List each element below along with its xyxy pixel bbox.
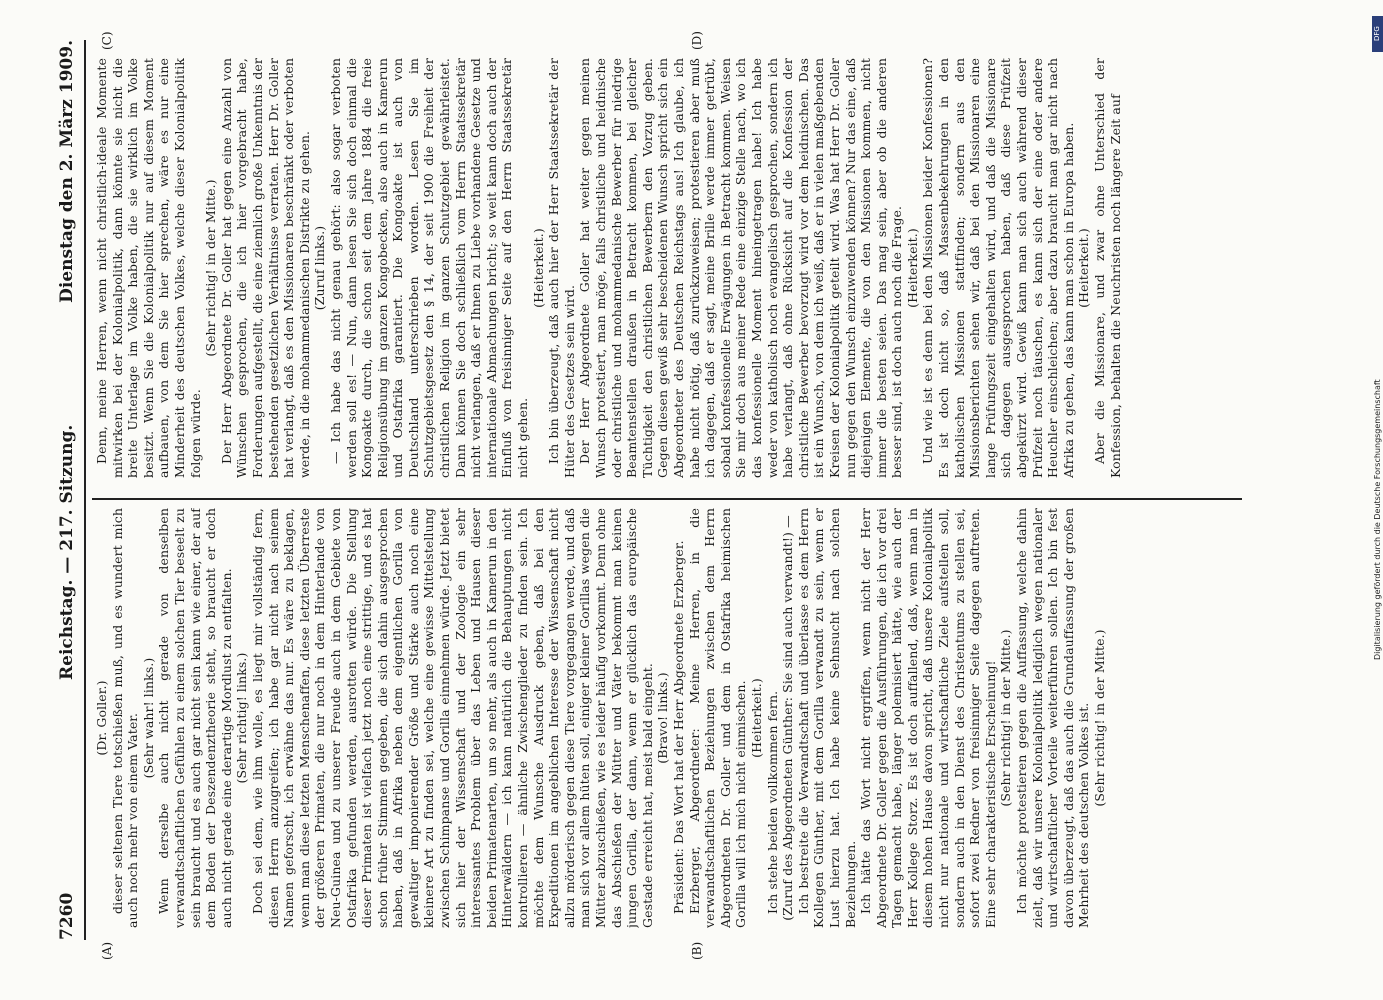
margin-mark-b: (B) xyxy=(690,941,704,960)
column-divider xyxy=(92,498,1242,500)
paragraph: Ich stehe beiden vollkommen fern. xyxy=(764,690,780,914)
interjection: (Heiterkeit.) xyxy=(1076,228,1092,308)
paragraph: Doch sei dem, wie ihm wolle, es liegt mir vollständig fern, diesen Herrn anzugreifen; ich habe gar nicht nach seinem Namen geforscht, ich erwähne das nur. Es wäre zu beklagen, wenn man diese letzten Menschenaffen, diese letzten Überreste der größeren Primaten, die nur noch in dem Hinterlande von Neu-Guinea und zu unserer Freude auch in dem Gebiete von Ostafrika gefunden werden, ausrotten würde. Die Stellung dieser Primaten ist vielfach jetzt noch eine strittige, und es hat schon früher Stimmen gegeben, die sich dahin ausgesprochen haben, daß in Afrika neben dem eigentlichen Gorilla von gewaltiger imponierender Größe und Stärke auch noch eine kleinere Art zu finden sei, welche eine gewisse Mittelstellung zwischen Schimpanse und Gorilla einnehmen würde. Jetzt bietet sich hier der Wissenschaft und der Zoologie ein sehr interessantes Problem über das Leben und Hausen dieser beiden Primatenarten, um so mehr, als auch in Kamerun in den Hinterwäldern — ich kann natürlich die Behauptungen nicht kontrollieren — ähnliche Zwischenglieder zu finden sein. Ich möchte dem Wunsche Ausdruck geben, daß bei den Expeditionen im angeblichen Interesse der Wissenschaft nicht allzu mörderisch gegen diese Tiere vorgegangen werde, und daß man sich vor allem hüten soll, einiger kleiner Gorillas wegen die Mütter abzuschießen, wie es leider häufig vorkommt. Denn ohne das Abschießen der Mütter und Väter bekommt man keinen jungen Gorilla, der dann, wenn er glücklich das europäische Gestade erreicht hat, meist bald eingeht. xyxy=(249,508,655,928)
dfg-logo: DFG xyxy=(1372,16,1383,52)
paragraph: — Ich habe das nicht genau gehört: also sogar verboten werden soll es! — Nun, dann lesen Sie sich doch einmal die Kongoakte durch, die schon seit dem Jahre 1884 die freie Religionsübung im ganzen Kongobecken, also auch in Kamerun und Ostafrika garantiert. Die Kongoakte ist auch von Deutschland unterschrieben worden. Lesen Sie im Schutzgebietsgesetz den § 14, der seit 1900 die Freiheit der christlichen Religion im ganzen Schutzgebiet gewährleistet. Dann können Sie doch schließlich vom Herrn Staatssekretär nicht verlangen, daß er Ihnen zu Liebe vorhandene Gesetze und internationale Abmachungen bricht; so weit kann doch auch der Einfluß von freisinniger Seite auf den Herrn Staatssekretär nicht gehen. xyxy=(327,58,531,478)
interjection: (Sehr richtig! in der Mitte.) xyxy=(203,179,219,357)
paragraph: Erzberger, Abgeordneter: Meine Herren, in die verwandtschaftlichen Beziehungen zwischen dem Herrn Abgeordneten Dr. Goller und dem in Ostafrika heimischen Gorilla will ich mich nicht einmischen. xyxy=(686,508,749,928)
margin-mark-d: (D) xyxy=(690,31,704,50)
interjection: (Heiterkeit.) xyxy=(904,228,920,308)
interjection: (Zuruf des Abgeordneten Günther: Sie sind auch verwandt!) — xyxy=(780,515,796,921)
session-title: Reichstag. — 217. Sitzung. xyxy=(57,424,77,680)
speaker-label: (Dr. Goller.) xyxy=(94,680,109,756)
paragraph: Ich hätte das Wort nicht ergriffen, wenn nicht der Herr Abgeordnete Dr. Goller gegen die Ausführungen, die ich vor drei Tagen gemacht habe, länger polemisiert hätte, wie auch der Herr Kollege Storz. Es ist doch auffallend, daß, wenn man in diesem hohen Hause davon spricht, daß unsere Kolonialpolitik nicht nur nationale und wirtschaftliche Ziele aufstellen soll, sondern auch in den Dienst des Christentums zu stellen sei, sofort zwei Redner von freisinniger Seite dagegen auftreten. Eine sehr charakteristische Erscheinung! xyxy=(858,508,998,928)
paragraph: Und wie ist es denn bei den Missionen beider Konfessionen? Es ist doch nicht so, daß Massenbekehrungen in den katholischen Missionen stattfinden; sondern aus den Missionsberichten sehen wir, daß bei den Missionaren eine lange Prüfungszeit eingehalten wird, und daß die Missionare sich dagegen ausgesprochen haben, daß diese Prüfzeit abgekürzt wird. Gewiß kann man sich auch während dieser Prüfzeit noch täuschen, es kann sich der eine oder andere Heuchler einschleichen; aber dazu braucht man gar nicht nach Afrika zu gehen, das kann man schon in Europa haben. xyxy=(920,58,1076,478)
digitization-note xyxy=(1372,10,1383,990)
margin-mark-c: (C) xyxy=(100,31,114,50)
digitization-credit: Digitalisierung gefördert durch die Deutsche Forschungsgemeinschaft xyxy=(1373,379,1382,661)
paragraph: Aber die Missionare, und zwar ohne Unterschied der Konfession, behalten die Neuchristen noch längere Zeit auf xyxy=(1092,58,1123,478)
paragraph: Ich möchte protestieren gegen die Auffassung, welche dahin zielt, daß wir unsere Kolonialpolitik lediglich wegen nationaler und wirtschaftlicher Vorteile weiterführen sollen. Ich bin fest davon überzeugt, daß das auch die Grundauffassung der großen Mehrheit des deutschen Volkes ist. xyxy=(1014,508,1092,928)
paragraph: Ich bestreite die Verwandtschaft und überlasse es dem Herrn Kollegen Günther, mit dem Gorilla verwandt zu sein, wenn er Lust hierzu hat. Ich habe keine Sehnsucht nach solchen Beziehungen. xyxy=(795,508,858,928)
paragraph: Denn, meine Herren, wenn nicht christlich-ideale Momente mitwirken bei der Kolonialpolitik, dann könnte sie nicht die breite Unterlage im Volke haben, die sie wirklich im Volke besitzt. Wenn Sie die Kolonialpolitik nur auf diesem Moment aufbauen, von dem Sie hier sprechen, wäre es nur eine Minderheit des deutschen Volkes, welche dieser Kolonialpolitik folgen würde. xyxy=(94,58,203,478)
interjection: (Heiterkeit.) xyxy=(530,228,546,308)
left-column xyxy=(94,508,1244,928)
interjection: (Bravo! links.) xyxy=(655,672,671,764)
paragraph: Ich bin überzeugt, daß auch hier der Herr Staatssekretär der Hüter des Gesetzes sein wird. xyxy=(546,58,577,478)
paragraph: dieser seltenen Tiere totschießen muß, und es wundert mich auch noch mehr von einem Vater. xyxy=(109,508,141,928)
paragraph: Wenn derselbe auch nicht gerade von denselben verwandtschaftlichen Gefühlen zu einem solchen Tier beseelt zu sein braucht und es auch gar nicht sein kann wie einer, der auf dem Boden der Deszendenztheorie steht, so braucht er doch auch nicht gerade eine derartige Mordlust zu entfalten. xyxy=(156,508,234,928)
paragraph: Der Herr Abgeordnete Goller hat weiter gegen meinen Wunsch protestiert, man möge, falls christliche und heidnische oder christliche und mohammedanische Bewerber für niedrige Beamtenstellen draußen in Betracht kommen, bei gleicher Tüchtigkeit den christlichen Bewerbern den Vorzug geben. Gegen diesen gewiß sehr bescheidenen Wunsch spricht sich ein Abgeordneter des Deutschen Reichstags aus! Ich glaube, ich habe nicht nötig, daß zurückzuweisen; protestieren aber muß ich dagegen, daß er sagt, meine Brille werde immer getrübt, sobald konfessionelle Erwägungen in Betracht kommen. Weisen Sie mir doch aus meiner Rede eine einzige Stelle nach, wo ich das konfessionelle Moment hineingetragen habe! Ich habe weder von katholisch noch evangelisch gesprochen, sondern ich habe verlangt, daß ohne Rücksicht auf die Konfession der christliche Bewerber bevorzugt wird vor dem heidnischen. Das ist ein Wunsch, von dem ich weiß, daß er in vielen maßgebenden Kreisen der Kolonialpolitik geteilt wird. Was hat Herr Dr. Goller nun gegen den Wunsch einzuwenden können? Nur das eine, daß diejenigen Elemente, die von den Missionen kommen, nicht immer die besten seien. Das mag sein, aber ob die anderen besser sind, ist doch auch noch die Frage. xyxy=(577,58,905,478)
interjection: (Sehr richtig! links.) xyxy=(234,652,250,784)
right-column xyxy=(94,58,1244,478)
session-date: Dienstag den 2. März 1909. xyxy=(57,40,77,303)
paragraph: Der Herr Abgeordnete Dr. Goller hat gegen eine Anzahl von Wünschen gesprochen, die ich hier vorgebracht habe, Forderungen aufgestellt, die eine ziemlich große Unkenntnis der bestehenden gesetzlichen Verhältnisse verraten. Herr Dr. Goller hat verlangt, daß es den Missionaren beschränkt oder verboten werde, in die mohammedanischen Distrikte zu gehen. xyxy=(218,58,312,478)
margin-mark-a: (A) xyxy=(100,941,114,960)
interjection: (Zuruf links.) xyxy=(312,225,328,311)
interjection: (Sehr richtig! in der Mitte.) xyxy=(998,629,1014,807)
interjection: (Heiterkeit.) xyxy=(748,678,764,758)
paragraph: Präsident: Das Wort hat der Herr Abgeordnete Erzberger. xyxy=(670,540,686,914)
interjection: (Sehr wahr! links.) xyxy=(140,657,156,779)
page-number: 7260 xyxy=(57,892,77,940)
interjection: (Sehr richtig! in der Mitte.) xyxy=(1092,629,1107,807)
page-header xyxy=(50,40,86,940)
